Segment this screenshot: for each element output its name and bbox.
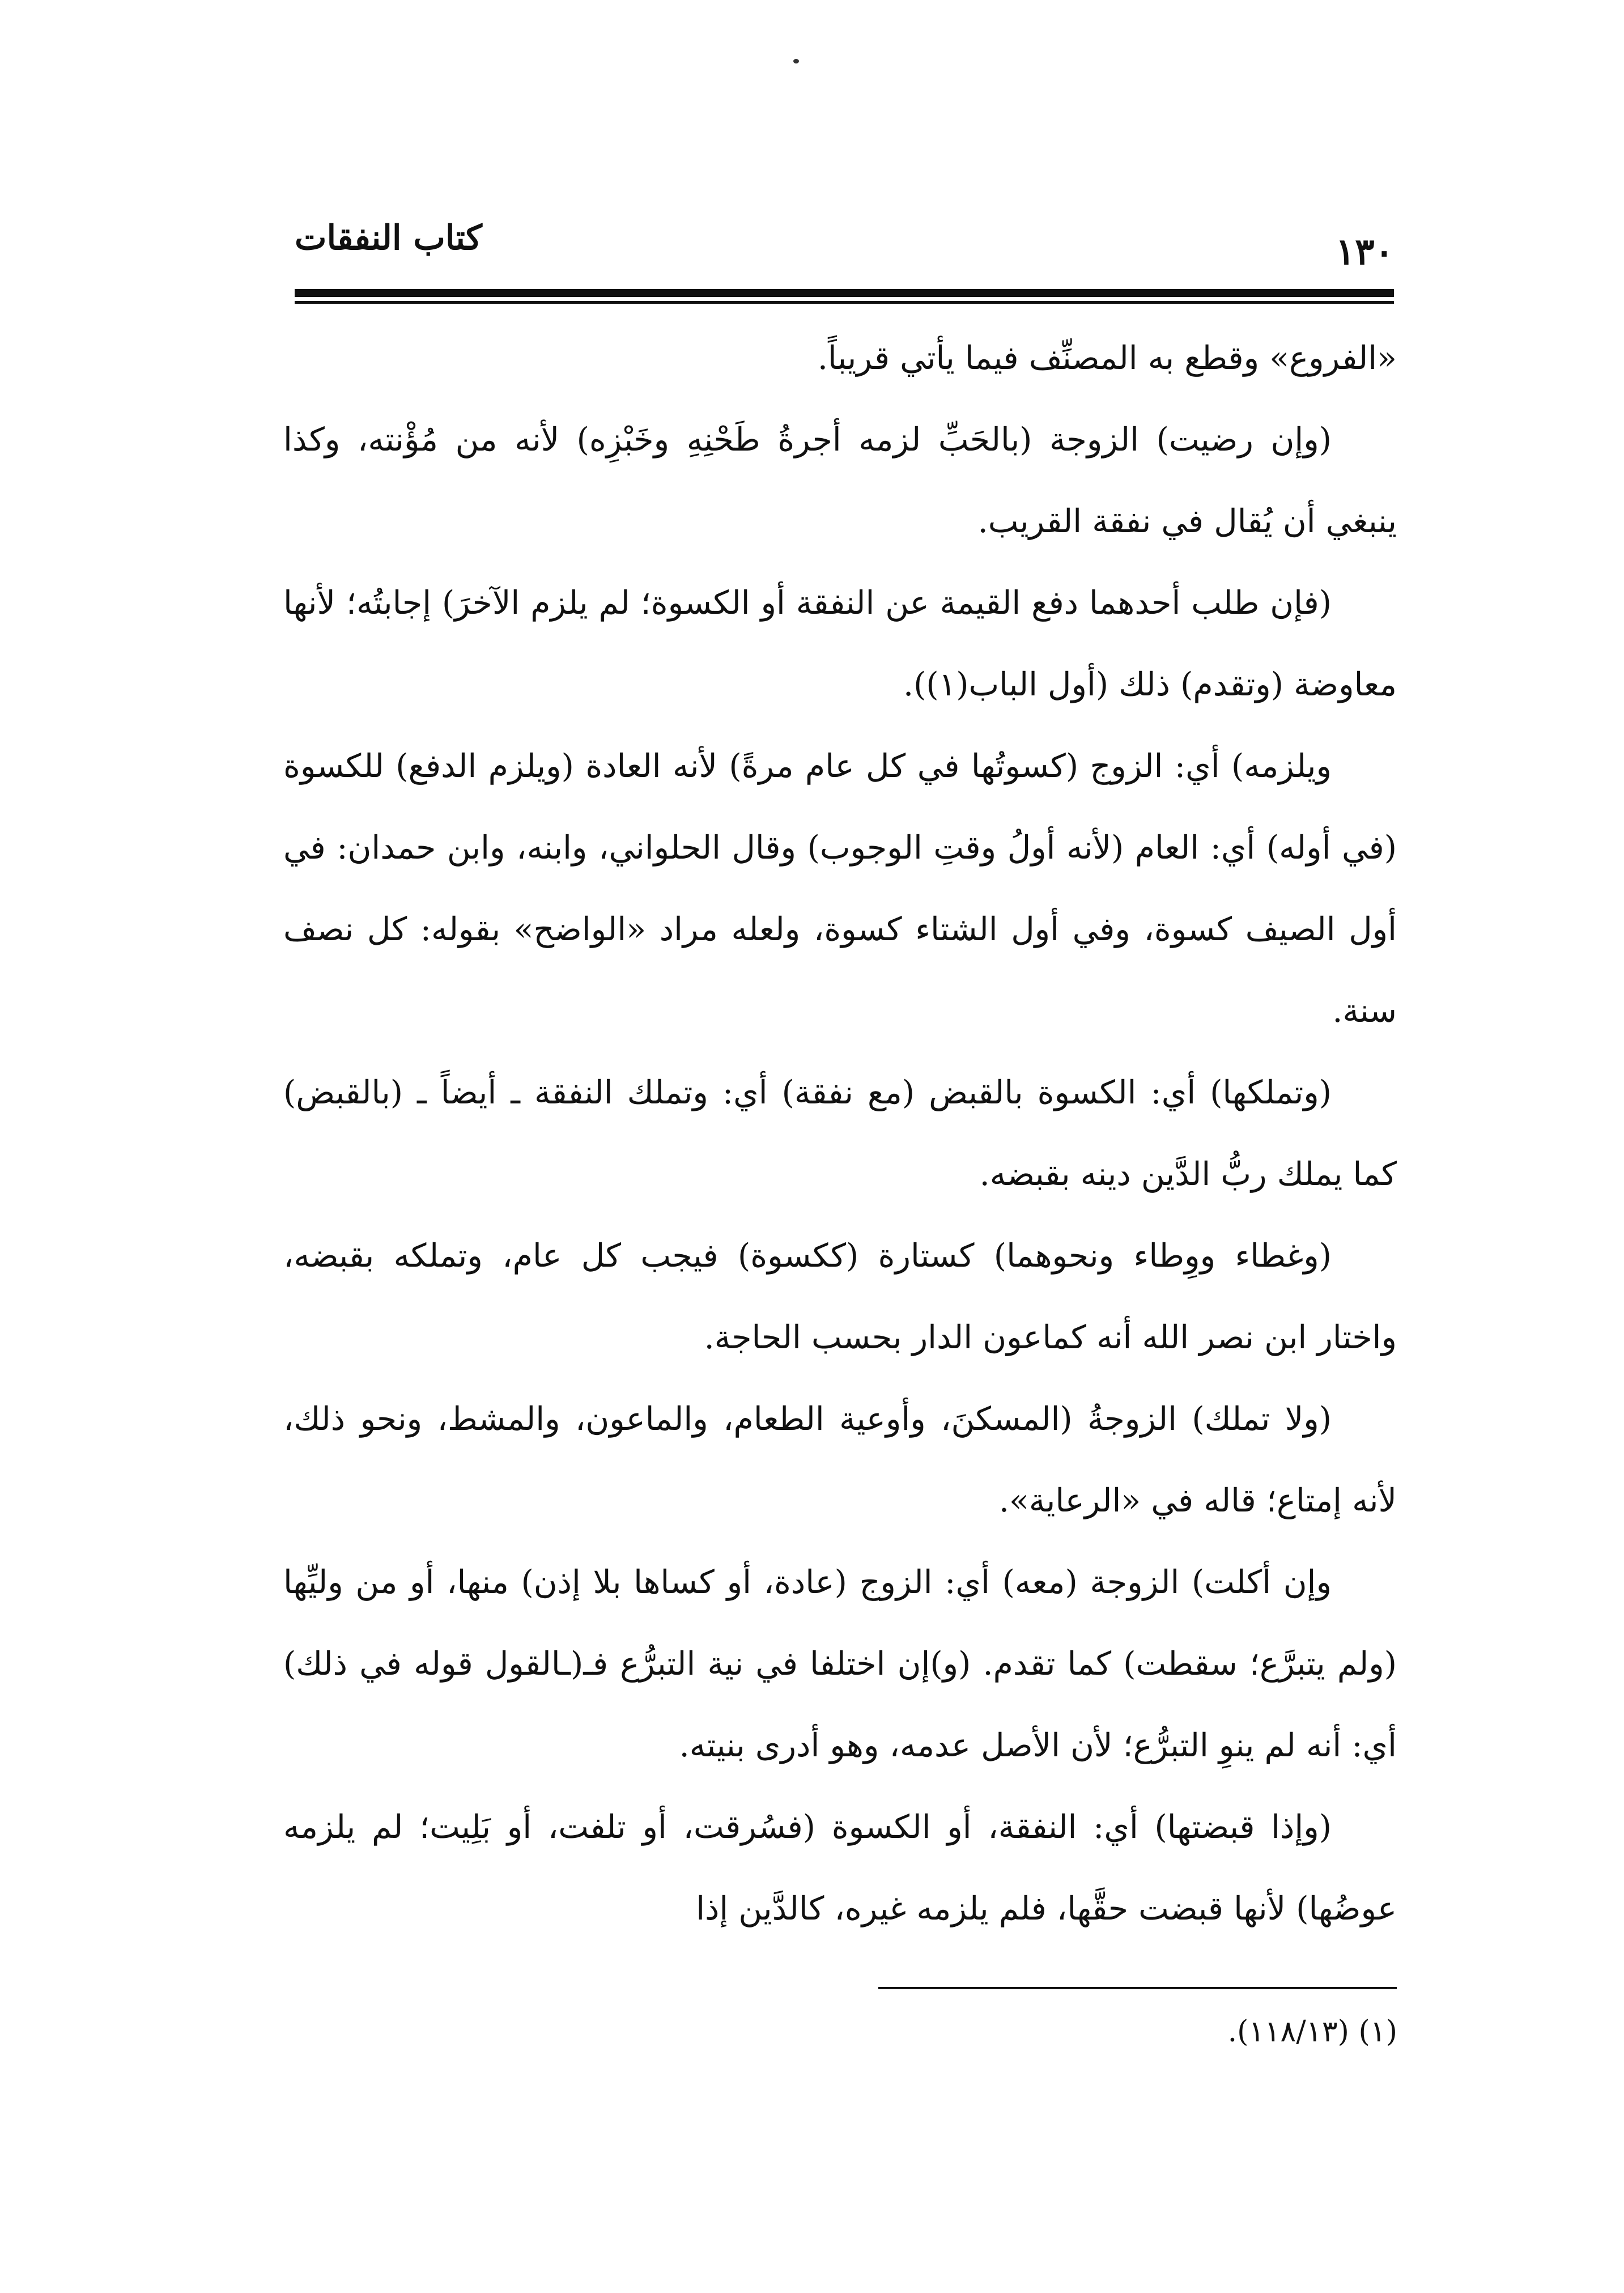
page-number: ١٣٠ <box>1335 231 1394 273</box>
paragraph: (ولا تملك) الزوجةُ (المسكنَ، وأوعية الطعام، والماعون، والمشط، ونحو ذلك، لأنه إمتاع؛ قاله في «الرعاية». <box>283 1400 1397 1519</box>
footnote: (١) (١١٨/١٣). <box>1227 2015 1397 2049</box>
paragraph: ويلزمه) أي: الزوج (كسوتُها في كل عام مرةً) لأنه العادة (ويلزم الدفع) للكسوة (في أوله) أي: العام (لأنه أولُ وقتِ الوجوب) وقال الحلواني، وابنه، وابن حمدان: في أول الصيف كسوة، وفي أول الشتاء كسوة، ولعله مراد «الواضح» بقوله: كل نصف سنة. <box>283 748 1397 1030</box>
stray-dot <box>793 59 799 63</box>
header-rule-thin <box>295 301 1394 304</box>
paragraph: وإن أكلت) الزوجة (معه) أي: الزوج (عادة، أو كساها بلا إذن) منها، أو من وليِّها (ولم يتبرَّع؛ سقطت) كما تقدم. (و)إن اختلفا في نية التبرُّع فـ(ـالقول قوله في ذلك) أي: أنه لم ينوِ التبرُّع؛ لأن الأصل عدمه، وهو أدرى بنيته. <box>283 1564 1397 1764</box>
paragraph: (فإن طلب أحدهما دفع القيمة عن النفقة أو الكسوة؛ لم يلزم الآخرَ) إجابتُه؛ لأنها معاوضة (وتقدم) ذلك (أول الباب(١)). <box>283 584 1397 703</box>
body-text <box>283 317 1397 1950</box>
paragraph: (وإذا قبضتها) أي: النفقة، أو الكسوة (فسُرقت، أو تلفت، أو بَلِيت؛ لم يلزمه عوضُها) لأنها قبضت حقَّها، فلم يلزمه غيره، كالدَّين إذا <box>283 1808 1397 1927</box>
paragraph: (وتملكها) أي: الكسوة بالقبض (مع نفقة) أي: وتملك النفقة ـ أيضاً ـ (بالقبض) كما يملك ربُّ الدَّين دينه بقبضه. <box>283 1074 1397 1193</box>
paragraph: (وإن رضيت) الزوجة (بالحَبِّ لزمه أجرةُ طَحْنِهِ وخَبْزِه) لأنه من مُؤْنته، وكذا ينبغي أن يُقال في نفقة القريب. <box>283 421 1397 540</box>
page-header <box>295 218 1394 281</box>
paragraph: «الفروع» وقطع به المصنِّف فيما يأتي قريباً. <box>817 339 1397 377</box>
running-title: كتاب النفقات <box>295 218 482 258</box>
header-rule-thick <box>295 289 1394 297</box>
paragraph: (وغطاء ووِطاء ونحوهما) كستارة (ككسوة) فيجب كل عام، وتملكه بقبضه، واختار ابن نصر الله أنه كماعون الدار بحسب الحاجة. <box>283 1237 1397 1356</box>
footnote-separator <box>878 1987 1397 1989</box>
